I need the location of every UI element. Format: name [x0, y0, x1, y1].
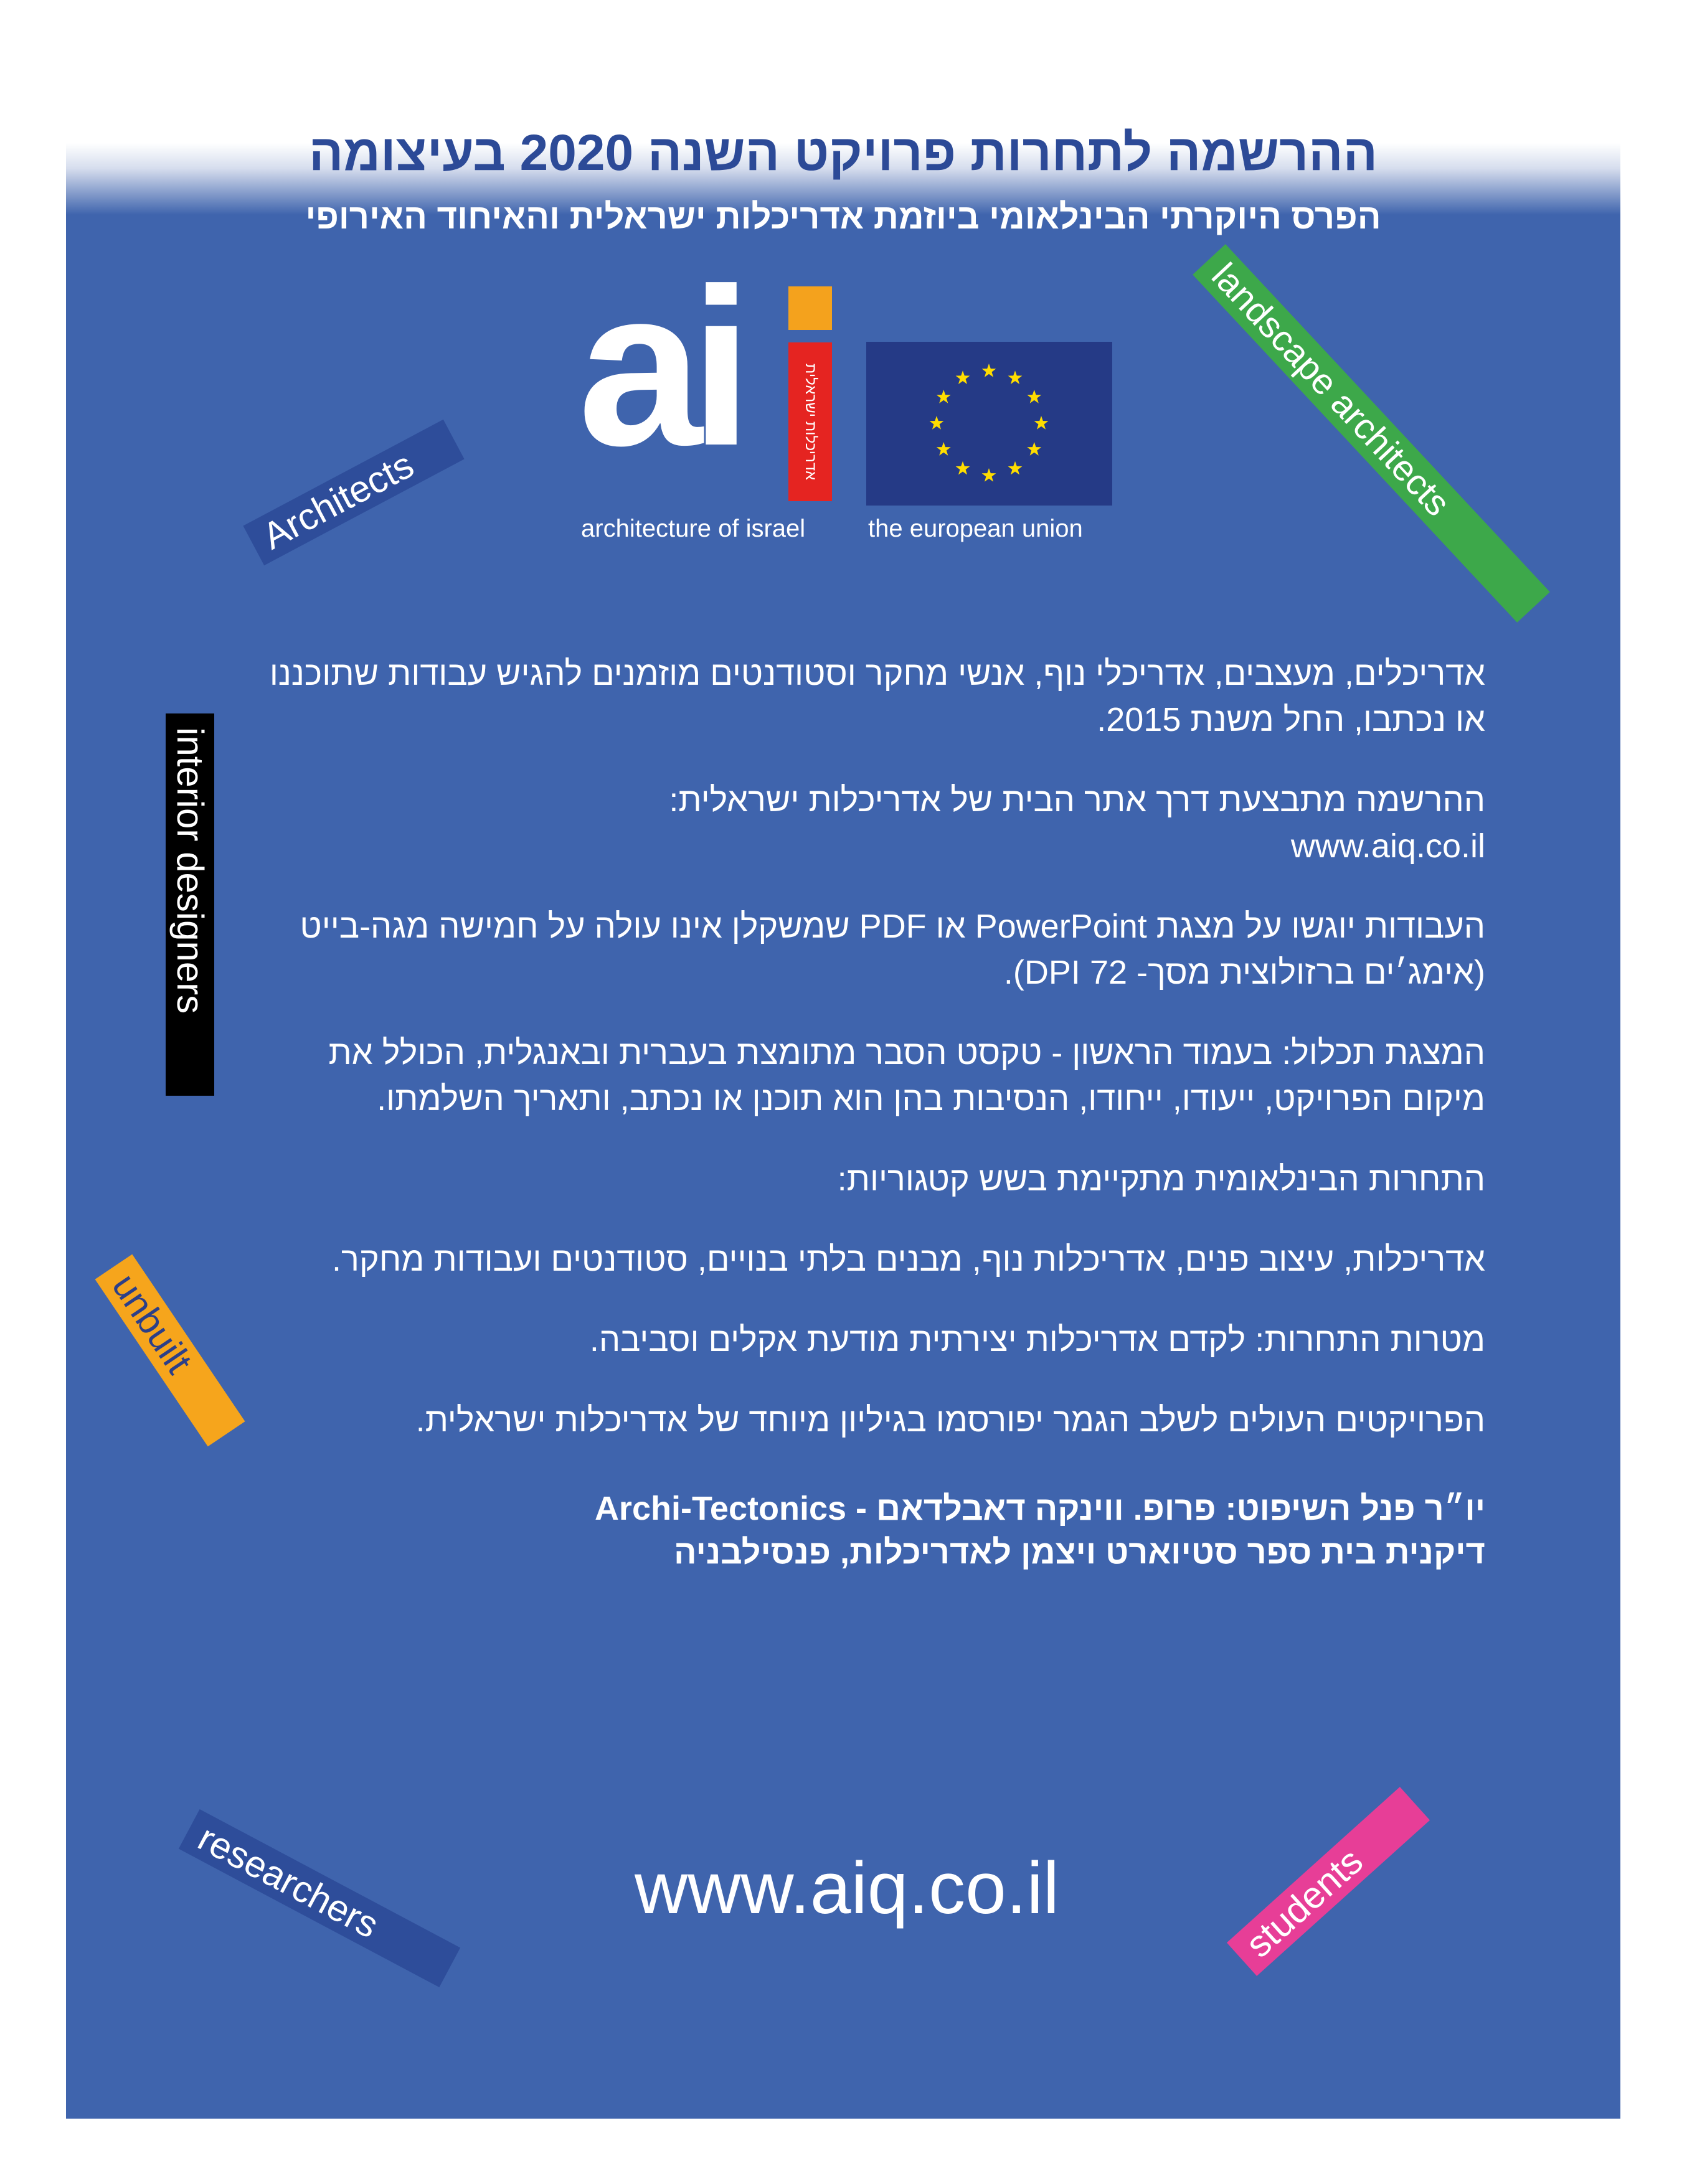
- eu-star-icon: [1008, 370, 1023, 384]
- presentation-contents-paragraph: המצגת תכלול: בעמוד הראשון - טקסט הסבר מתומצת בעברית ובאנגלית, הכולל את מיקום הפרויקט, ייעודו, ייחודו, הנסיבות בהן הוא תוכנן או נכתב, ותאריך השלמתו.: [328, 1034, 1485, 1118]
- finalists-paragraph: הפרויקטים העולים לשלב הגמר יפורסמו בגיליון מיוחד של אדריכלות ישראלית.: [415, 1401, 1485, 1439]
- architecture-of-israel-logo: [578, 242, 839, 511]
- jury-affiliation-line: דיקנית בית ספר סטיוארט ויצמן לאדריכלות, פנסילבניה: [674, 1533, 1485, 1571]
- eu-star-icon: [930, 416, 944, 430]
- ai-logo-caption: architecture of israel: [581, 515, 806, 542]
- tag-researchers: researchers: [179, 1809, 460, 1987]
- submission-format-paragraph: העבודות יוגשו על מצגת PowerPoint או PDF שמשקלן אינו עולה על חמישה מגה-בייט (אימג׳ים ברזולוצית מסך- 72 DPI).: [300, 908, 1485, 991]
- eu-star-icon: [937, 442, 951, 456]
- eu-star-icon: [956, 461, 970, 475]
- eu-flag-icon: [866, 342, 1112, 506]
- ai-logo-letters: ai: [578, 242, 740, 492]
- eu-star-icon: [1027, 442, 1041, 456]
- eu-logo-caption: the european union: [868, 515, 1083, 542]
- eu-star-icon: [982, 364, 996, 377]
- categories-heading: התחרות הבינלאומית מתקיימת בשש קטגוריות:: [837, 1160, 1485, 1198]
- tag-interior-designers: interior designers: [166, 713, 214, 1096]
- registration-paragraph: [237, 777, 1485, 869]
- eu-star-icon: [937, 390, 951, 403]
- jury-info: [237, 1487, 1485, 1574]
- registration-text: ההרשמה מתבצעת דרך אתר הבית של אדריכלות ישראלית:: [669, 781, 1485, 819]
- tag-students: students: [1227, 1787, 1430, 1976]
- jury-chair-line: יו״ר פנל השיפוט: פרופ. ווינקה דאבלדאם - Archi-Tectonics: [594, 1490, 1485, 1527]
- intro-paragraph: אדריכלים, מעצבים, אדריכלי נוף, אנשי מחקר וסטודנטים מוזמנים להגיש עבודות שתוכננו או נכתבו, החל משנת 2015.: [269, 655, 1485, 738]
- eu-star-icon: [956, 370, 970, 384]
- page-subtitle: הפרס היוקרתי הבינלאומי ביוזמת אדריכלות ישראלית והאיחוד האירופי: [305, 197, 1381, 236]
- eu-star-icon: [1008, 461, 1023, 475]
- footer-url-link[interactable]: www.aiq.co.il: [634, 1847, 1059, 1929]
- eu-star-icon: [982, 468, 996, 482]
- ai-logo-bar-text: אדריכלות ישראלית: [802, 363, 819, 481]
- categories-list: אדריכלות, עיצוב פנים, אדריכלות נוף, מבנים בלתי בנויים, סטודנטים ועבודות מחקר.: [332, 1241, 1485, 1278]
- tag-landscape-architects: landscape architects: [1193, 244, 1550, 623]
- eu-star-icon: [1034, 416, 1049, 430]
- body-text: [237, 651, 1485, 1574]
- eu-star-icon: [1027, 390, 1041, 403]
- tag-unbuilt: unbuilt: [95, 1254, 245, 1447]
- goals-paragraph: מטרות התחרות: לקדם אדריכלות יצירתית מודעת אקלים וסביבה.: [589, 1321, 1485, 1358]
- tag-architects: Architects: [243, 420, 464, 565]
- registration-url-link[interactable]: www.aiq.co.il: [1290, 827, 1485, 865]
- ai-logo-red-bar: [788, 342, 832, 501]
- ai-logo-orange-square: [788, 286, 832, 330]
- page-title: ההרשמה לתחרות פרויקט השנה 2020 בעיצומה: [308, 125, 1378, 181]
